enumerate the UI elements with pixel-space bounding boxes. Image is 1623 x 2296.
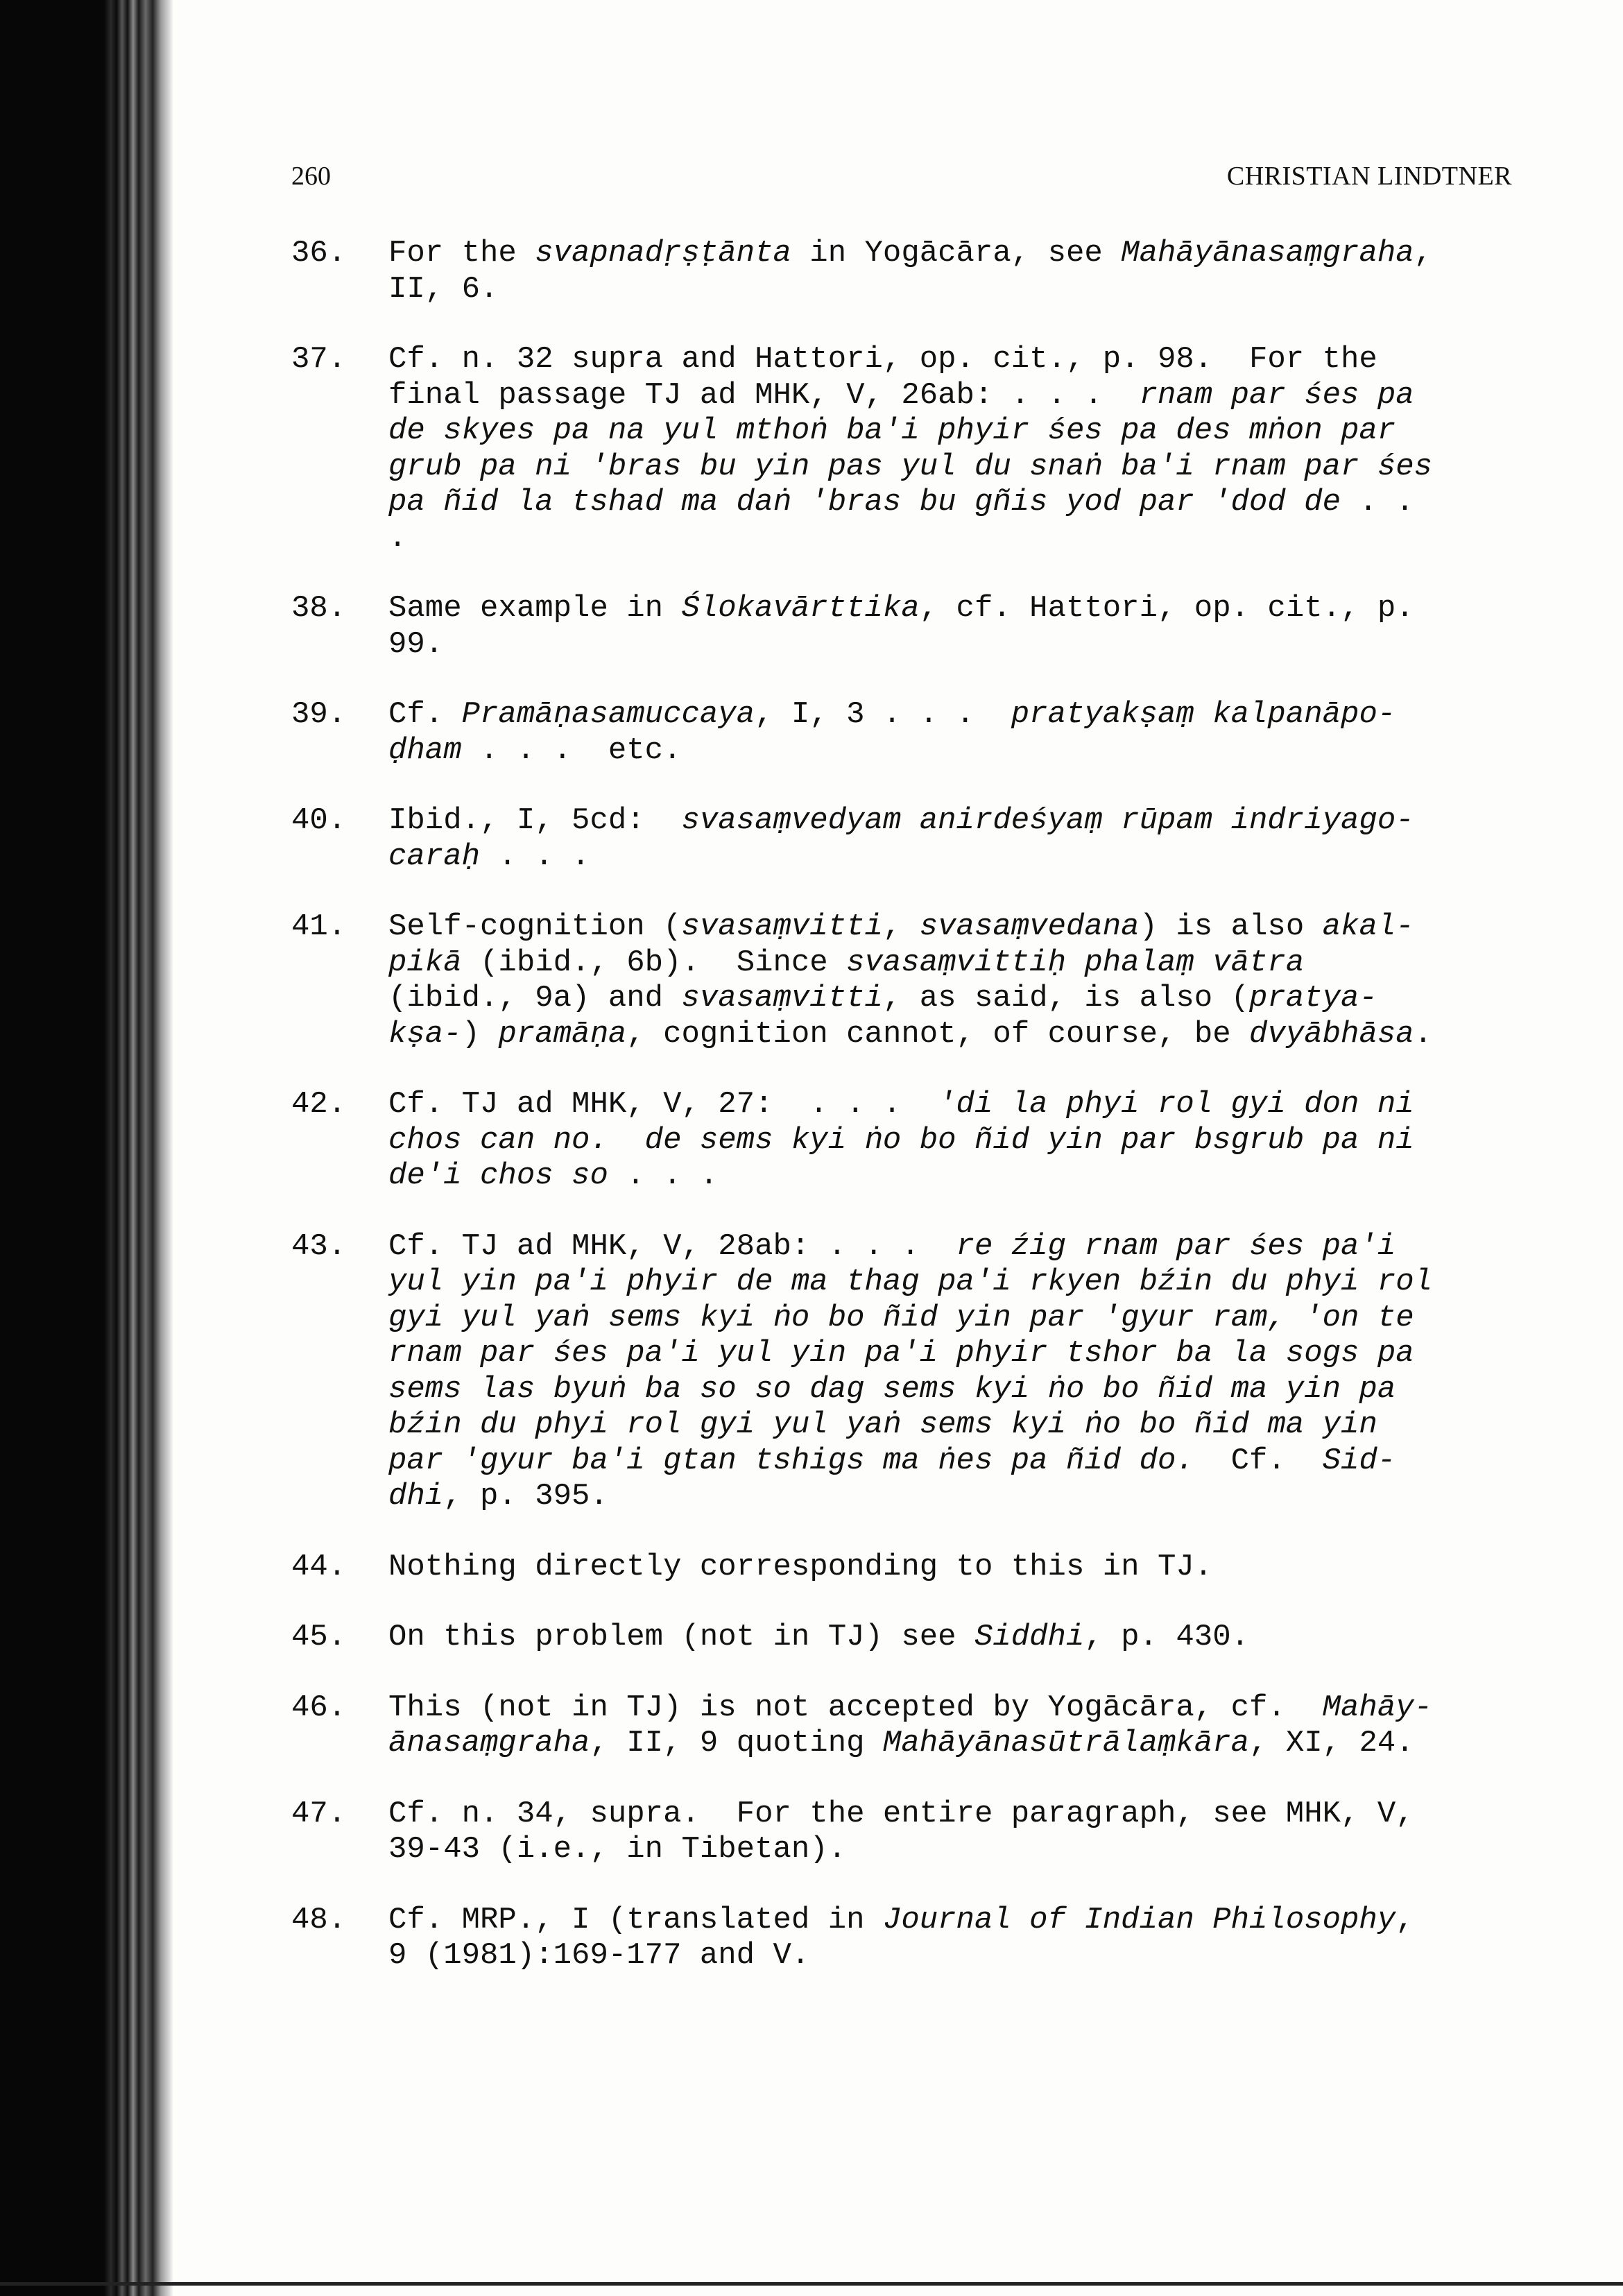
- endnotes-list: [291, 236, 1519, 2009]
- endnote-line: kṣa-) pramāṇa, cognition cannot, of course, be dvyābhāsa.: [388, 1016, 1433, 1052]
- endnote-line: grub pa ni 'bras bu yin pas yul du snaṅ ba'i rnam par śes: [388, 449, 1433, 484]
- endnote: [291, 1550, 1519, 1586]
- endnote-line: pikā (ibid., 6b). Since svasaṃvittiḥ phalaṃ vātra: [388, 945, 1305, 980]
- endnote-line: Cf. TJ ad MHK, V, 27: . . . 'di la phyi rol gyi don ni: [388, 1087, 1414, 1122]
- endnote-line: Cf. MRP., I (translated in Journal of Indian Philosophy,: [388, 1902, 1414, 1937]
- endnote-line: de skyes pa na yul mthoṅ ba'i phyir śes pa des mṅon par: [388, 413, 1396, 448]
- endnote-line: Nothing directly corresponding to this in TJ.: [388, 1549, 1213, 1584]
- page-number: 260: [291, 162, 331, 191]
- endnote-number: 48.: [291, 1902, 347, 1937]
- endnote-line: .: [388, 520, 407, 556]
- endnote-text: [388, 909, 1519, 1052]
- endnote-text: [388, 591, 1519, 662]
- endnote-number: 40.: [291, 803, 347, 838]
- endnote: [291, 1087, 1519, 1194]
- endnote-number: 46.: [291, 1690, 347, 1725]
- endnote: [291, 803, 1519, 875]
- endnote: [291, 591, 1519, 662]
- scanned-book-binding-shadow: [0, 0, 173, 2296]
- endnote: [291, 1690, 1519, 1762]
- endnote-text: [388, 1903, 1519, 1974]
- endnote-line: dhi, p. 395.: [388, 1479, 608, 1514]
- endnote-number: 47.: [291, 1796, 347, 1831]
- endnote-line: 9 (1981):169-177 and V.: [388, 1938, 810, 1973]
- endnote-line: Self-cognition (svasaṃvitti, svasaṃvedana) is also akal-: [388, 909, 1414, 944]
- endnote-line: Same example in Ślokavārttika, cf. Hattori, op. cit., p.: [388, 591, 1414, 626]
- endnote: [291, 909, 1519, 1052]
- endnote-text: [388, 1690, 1519, 1762]
- running-head-author: CHRISTIAN LINDTNER: [1226, 162, 1512, 191]
- endnote-line: For the svapnadṛṣṭānta in Yogācāra, see Mahāyānasaṃgraha,: [388, 236, 1433, 271]
- scan-bottom-edge: [0, 2282, 1623, 2286]
- endnote: [291, 1620, 1519, 1656]
- endnote-line: gyi yul yaṅ sems kyi ṅo bo ñid yin par 'gyur ram, 'on te: [388, 1300, 1414, 1335]
- endnote: [291, 236, 1519, 307]
- endnote-text: [388, 1229, 1519, 1515]
- endnote-line: This (not in TJ) is not accepted by Yogācāra, cf. Mahāy-: [388, 1690, 1433, 1725]
- endnote-number: 44.: [291, 1549, 347, 1584]
- endnote-text: [388, 697, 1519, 769]
- endnote-line: par 'gyur ba'i gtan tshigs ma ṅes pa ñid do. Cf. Sid-: [388, 1443, 1396, 1478]
- endnote-line: ḍham . . . etc.: [388, 733, 682, 768]
- endnote-line: rnam par śes pa'i yul yin pa'i phyir tshor ba la sogs pa: [388, 1336, 1414, 1371]
- endnote-line: yul yin pa'i phyir de ma thag pa'i rkyen bźin du phyi rol: [388, 1265, 1433, 1299]
- endnote-text: [388, 1087, 1519, 1194]
- endnote-line: pa ñid la tshad ma daṅ 'bras bu gñis yod par 'dod de . .: [388, 485, 1414, 520]
- endnote-line: On this problem (not in TJ) see Siddhi, p. 430.: [388, 1620, 1250, 1654]
- endnote: [291, 1797, 1519, 1868]
- endnote-text: [388, 803, 1519, 875]
- page-header: [291, 161, 1512, 203]
- endnote-line: Cf. TJ ad MHK, V, 28ab: . . . re źig rnam par śes pa'i: [388, 1228, 1396, 1264]
- endnote-line: 99.: [388, 626, 444, 662]
- endnote-text: [388, 342, 1519, 556]
- endnote-text: [388, 1550, 1519, 1586]
- endnote-line: ānasaṃgraha, II, 9 quoting Mahāyānasūtrālaṃkāra, XI, 24.: [388, 1726, 1414, 1760]
- endnote-line: chos can no. de sems kyi ṅo bo ñid yin par bsgrub pa ni: [388, 1122, 1414, 1158]
- endnote-number: 37.: [291, 342, 347, 377]
- endnote-number: 39.: [291, 697, 347, 732]
- endnote-line: caraḥ . . .: [388, 839, 590, 874]
- endnote-line: Cf. n. 34, supra. For the entire paragraph, see MHK, V,: [388, 1796, 1414, 1831]
- endnote-number: 36.: [291, 236, 347, 271]
- endnote: [291, 1903, 1519, 1974]
- endnote-line: bźin du phyi rol gyi yul yaṅ sems kyi ṅo bo ñid ma yin: [388, 1407, 1377, 1442]
- endnote-number: 42.: [291, 1087, 347, 1122]
- endnote-line: Cf. Pramāṇasamuccaya, I, 3 . . . pratyakṣaṃ kalpanāpo-: [388, 697, 1396, 732]
- endnote-number: 43.: [291, 1228, 347, 1264]
- endnote-number: 38.: [291, 591, 347, 626]
- endnote: [291, 697, 1519, 769]
- endnote-text: [388, 1620, 1519, 1656]
- endnote-line: sems las byuṅ ba so so dag sems kyi ṅo bo ñid ma yin pa: [388, 1371, 1396, 1407]
- endnote-line: Cf. n. 32 supra and Hattori, op. cit., p. 98. For the: [388, 342, 1377, 377]
- endnote: [291, 342, 1519, 556]
- endnote-text: [388, 1797, 1519, 1868]
- endnote-line: II, 6.: [388, 271, 499, 307]
- endnote-text: [388, 236, 1519, 307]
- endnote-line: 39-43 (i.e., in Tibetan).: [388, 1832, 847, 1867]
- endnote-line: Ibid., I, 5cd: svasaṃvedyam anirdeśyaṃ rūpam indriyago-: [388, 803, 1414, 838]
- endnote-line: final passage TJ ad MHK, V, 26ab: . . . rnam par śes pa: [388, 377, 1414, 413]
- endnote-line: de'i chos so . . .: [388, 1158, 719, 1193]
- endnote: [291, 1229, 1519, 1515]
- endnote-line: (ibid., 9a) and svasaṃvitti, as said, is also (pratya-: [388, 981, 1377, 1016]
- endnote-number: 41.: [291, 909, 347, 944]
- endnote-number: 45.: [291, 1620, 347, 1654]
